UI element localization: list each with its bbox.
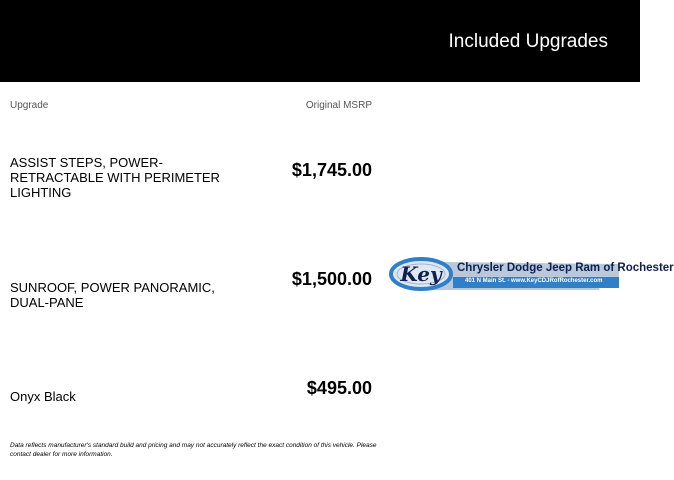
- upgrade-name: ASSIST STEPS, POWER-RETRACTABLE WITH PERIMETER LIGHTING: [10, 155, 220, 200]
- dealer-logo: [387, 256, 674, 296]
- upgrade-price: $1,500.00: [291, 269, 372, 289]
- upgrade-name: SUNROOF, POWER PANORAMIC, DUAL-PANE: [10, 280, 215, 310]
- header-bar: [0, 0, 640, 82]
- disclaimer-text: Data reflects manufacturer's standard build and pricing and may not accurately reflect the exact condition of this vehicle. Please contact dealer for more information.: [10, 442, 377, 458]
- msrp-column-header: Original MSRP: [305, 100, 372, 111]
- upgrade-column-header: Upgrade: [10, 100, 49, 111]
- upgrade-price: $1,745.00: [291, 160, 372, 180]
- page-title: Included Upgrades: [448, 31, 608, 52]
- dealer-name: Chrysler Dodge Jeep Ram of Rochester: [457, 262, 674, 274]
- upgrade-price: $495.00: [306, 378, 372, 398]
- upgrade-name: Onyx Black: [10, 389, 76, 404]
- logo-mark-text: Key: [400, 262, 442, 286]
- dealer-address: 401 N Main St. - www.KeyCDJRofRochester.com: [465, 278, 603, 284]
